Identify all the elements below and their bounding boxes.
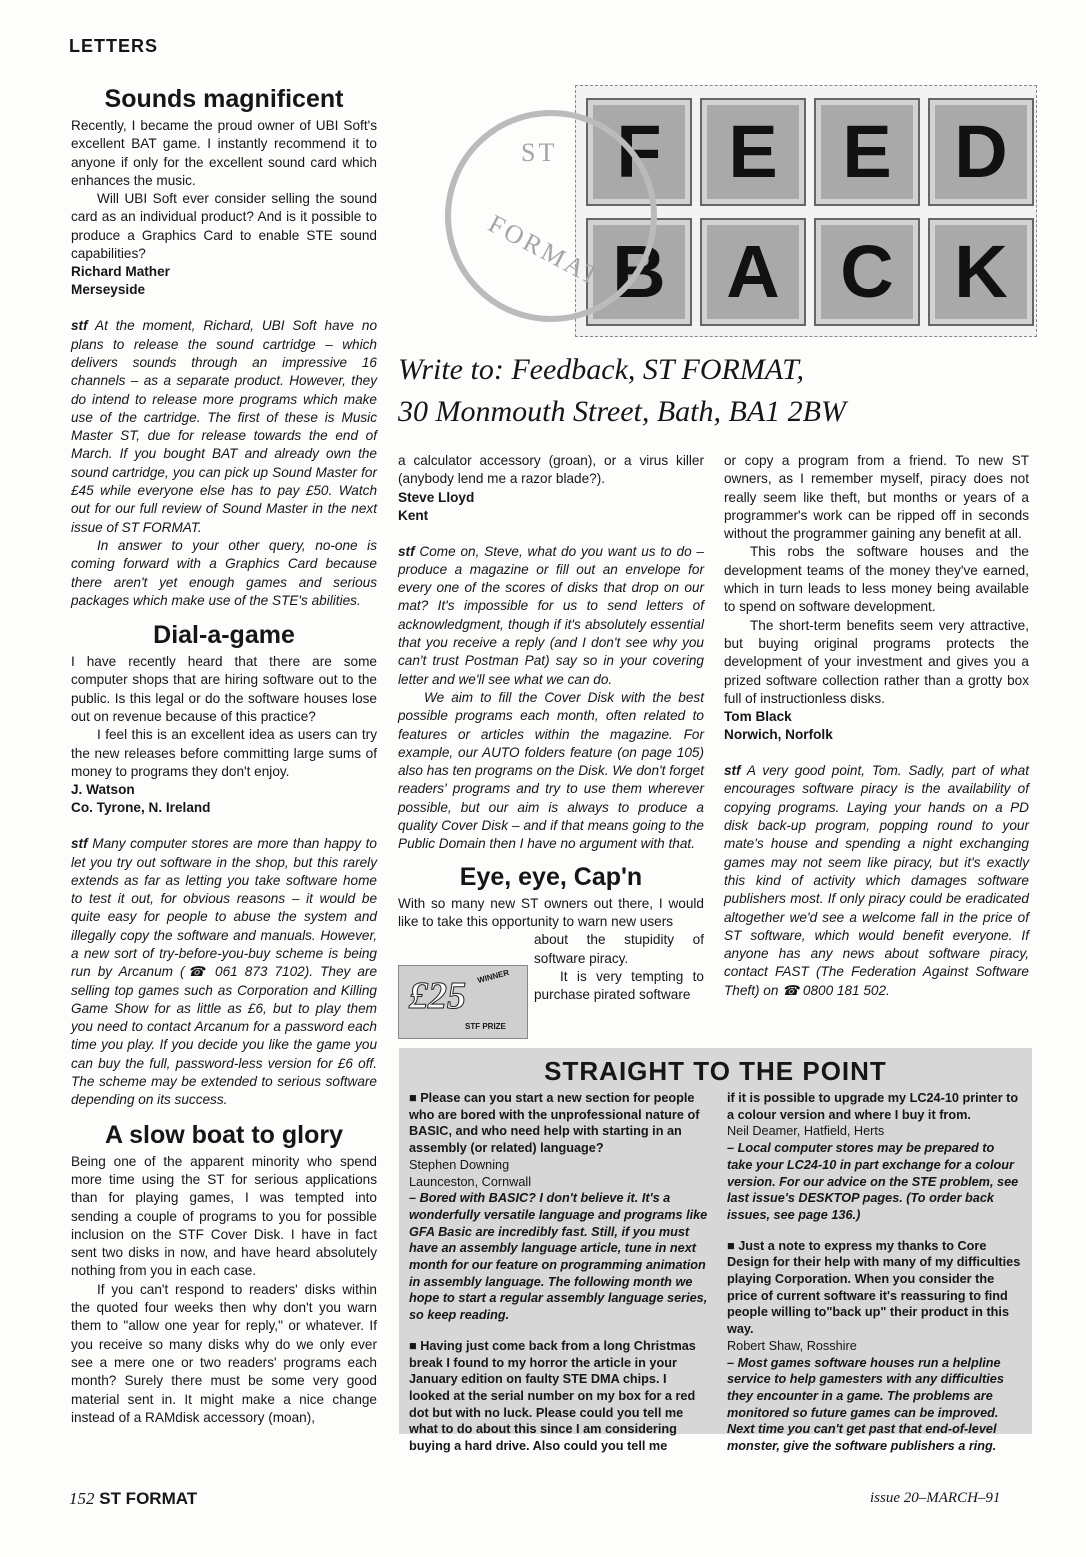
signature-place: Co. Tyrone, N. Ireland xyxy=(71,800,211,816)
letter-body: I feel this is an excellent idea as users can try the new releases before committing large sums of money to programs they don't enjoy. xyxy=(71,727,377,779)
signature-name: J. Watson xyxy=(71,782,135,798)
banner-letter: D xyxy=(954,110,1008,193)
letter-body: a calculator accessory (groan), or a virus killer (anybody lend me a razor blade?). xyxy=(398,453,704,487)
postmark-stamp xyxy=(445,110,657,322)
write-to-address xyxy=(398,349,1038,433)
signature-place: Kent xyxy=(398,507,429,523)
reply-text: A very good point, Tom. Sadly, part of what encourages software piracy is the availability of copying programs. Laying your hands on a PD disk back-up program, popping round to your mate's house and spending a night exchanging games may not seem like piracy, but it's exactly this kind of activity which damages software publishers most. If only piracy could be eradicated altogether we'd see a welcome fall in the price of ST software, which would benefit everyone. If anyone has any news about software piracy, contact FAST (The Federation Against Software Theft) on ☎ 0800 181 502. xyxy=(724,763,1029,998)
prize-badge xyxy=(398,965,528,1039)
prize-label-bottom: STF PRIZE xyxy=(465,1022,506,1031)
reader-query: if it is possible to upgrade my LC24-10 printer to a colour version and where I buy it from. xyxy=(727,1091,1019,1122)
signature-name: Tom Black xyxy=(724,709,792,725)
query-name: Robert Shaw, Rosshire xyxy=(727,1338,857,1353)
banner-tile xyxy=(814,218,920,326)
stf-tag: stf xyxy=(71,836,88,852)
letter-body: Will UBI Soft ever consider selling the sound card as an individual product? And is it possible to produce a Graphics Card to enable STE sound capabilities? xyxy=(71,191,377,262)
write-to-line2: 30 Monmouth Street, Bath, BA1 2BW xyxy=(398,395,846,428)
write-to-line1: Write to: Feedback, ST FORMAT, xyxy=(398,353,805,386)
prize-label-top: WINNER xyxy=(476,967,511,986)
postmark-text-bottom: FORMAT xyxy=(483,208,607,293)
section-label: LETTERS xyxy=(69,36,159,56)
letter-body: Being one of the apparent minority who spend more time using the ST for serious applications than for playing games, I was tempted into sending a couple of programs to you for possible inclusion on the STF Cover Disk. I have in fact sent two disks in now, and have heard absolutely nothing from you in each case. xyxy=(71,1153,377,1279)
reply-text: Many computer stores are more than happy to let you try out software in the shop, but this rarely extends as far as letting you take software home to test it out, for obvious reasons – it would be quite easy for people to abuse the system and illegally copy the software and manuals. However, a new sort of try-before-you-buy scheme is being run by Arcanum (☎ 061 873 7102). They are selling top games such as Corporation and Killing Game Show for as little as £6, but to play them you need to contact Arcanum for a password each time you play. If you decide you like the game you can buy the full, password-less version for £6 off. The scheme may be extended to serious software depending on its success. xyxy=(71,836,377,1108)
editor-reply xyxy=(724,762,1029,1000)
query-place: Launceston, Cornwall xyxy=(409,1174,532,1189)
letter-heading: Eye, eye, Cap'n xyxy=(459,862,643,891)
editor-reply xyxy=(398,543,704,689)
editor-answer: – Local computer stores may be prepared to take your LC24-10 in part exchange for a colour version. For our advice on the STE problem, see last issue's DESKTOP pages. (To order back issues, see page 136.) xyxy=(727,1141,1019,1222)
editor-reply: In answer to your other query, no-one is coming forward with a Graphics Card because there aren't yet enough games and serious packages which make use of the STE's abilities. xyxy=(71,537,377,608)
box-title: STRAIGHT TO THE POINT xyxy=(544,1056,887,1086)
signature-name: Steve Lloyd xyxy=(398,489,475,505)
box-column-left xyxy=(409,1090,709,1455)
letter-body: It is very tempting to purchase pirated software xyxy=(534,968,704,1003)
letter-signature xyxy=(398,489,704,525)
reply-text: At the moment, Richard, UBI Soft have no plans to release the sound cartridge – which delivers sounds through an impressive 16 channels – as a separate product. However, they do intend to release more programs which make use of the cartridge. The first of these is Music Master ST, due for release towards the end of March. If you bought BAT and already own the sound cartridge, you can pick up Sound Master for £45 while everyone else has to pay £50. Watch out for our full review of Sound Master in the next issue of ST FORMAT. xyxy=(71,318,377,535)
column-middle xyxy=(398,452,704,1004)
banner-letter: E xyxy=(842,110,892,193)
signature-name: Richard Mather xyxy=(71,264,170,280)
editor-answer: – Most games software houses run a helpline service to help gamesters with any difficulties they encounter in a game. The problems are monitored so future games can be improved. Next time you can't get past that end-of-level monster, give the software publishers a ring. xyxy=(727,1355,1004,1454)
editor-reply xyxy=(71,835,377,1109)
reader-query: ■ Having just come back from a long Christmas break I found to my horror the article in your January edition on faulty STE DMA chips. I looked at the serial number on my box for a red dot but with no luck. Please could you tell me what to do about this since I am considering buying a hard drive. Also could you tell me xyxy=(409,1338,696,1454)
column-left xyxy=(71,80,377,1427)
issue-info: issue 20–MARCH–91 xyxy=(870,1490,1001,1506)
banner-letter: K xyxy=(954,230,1008,313)
editor-answer: – Bored with BASIC? I don't believe it. It's a wonderfully versatile language and programs like GFA Basic are incredibly fast. Still, if you must have an assembly language article, tune in next month for our feature on programming animation in assembly language. The following month we hope to start a regular assembly language series, so keep reading. xyxy=(409,1191,708,1323)
straight-to-the-point-box xyxy=(399,1048,1032,1454)
letter-body: or copy a program from a friend. To new ST owners, as I remember myself, piracy does not really seem like theft, but months or years of a programmer's work can be ripped off in seconds without the programmer gaining any benefit at all. xyxy=(724,453,1029,542)
banner-letter: C xyxy=(840,230,894,313)
editor-reply: We aim to fill the Cover Disk with the best possible programs each month, often related to features or articles within the magazine. For example, our AUTO folders feature (on page 105) also has ten programs on the Disk. We don't forget readers' programs and try to use them wherever possible, but our aim is always to produce a quality Cover Disk – and if that means going to the Public Domain then I have no argument with that. xyxy=(398,689,704,852)
letter-heading: A slow boat to glory xyxy=(105,1120,343,1149)
stf-tag: stf xyxy=(724,763,741,779)
reader-query: ■ Please can you start a new section for people who are bored with the unprofessional nature of BASIC, and who need help with starting in an assembly (or related) language? xyxy=(409,1091,700,1156)
editor-reply xyxy=(71,317,377,537)
query-name: Neil Deamer, Hatfield, Herts xyxy=(727,1124,885,1139)
query-name: Stephen Downing xyxy=(409,1157,510,1172)
letter-body: If you can't respond to readers' disks within the quoted four weeks then why don't you warn them to "allow one year for reply," or whatever. If you receive so many disks why do we only ever see a mere one or two readers' programs each month? Surely there must be some very good material sent in. It might make a nice change instead of a RAMdisk accessory (moan), xyxy=(71,1281,377,1425)
box-column-right xyxy=(727,1090,1023,1455)
letter-heading: Dial-a-game xyxy=(153,621,295,650)
banner-letter: B xyxy=(612,230,666,313)
footer-left xyxy=(69,1489,197,1509)
letter-body: about the stupidity of software piracy. xyxy=(534,932,704,966)
postmark-text-top: ST xyxy=(521,138,558,167)
banner-letter: E xyxy=(728,110,778,193)
magazine-name: ST FORMAT xyxy=(99,1489,198,1508)
letter-body: Recently, I became the proud owner of UBI Soft's excellent BAT game. I instantly recommend it to anyone if only for the excellent sound card which enhances the music. xyxy=(71,118,377,188)
banner-letter: A xyxy=(726,230,780,313)
letter-signature xyxy=(724,708,1029,744)
banner-tile xyxy=(928,98,1034,206)
reader-query: ■ Just a note to express my thanks to Core Design for their help with many of my difficulties playing Corporation. When you consider the price of current software it's reassuring to find people willing to"back up" their product in this way. xyxy=(727,1238,1021,1337)
letter-body: I have recently heard that there are some computer shops that are hiring software out to the public. Is this legal or do the software houses lose out on revenue because of this practice? xyxy=(71,654,377,725)
reply-text: Come on, Steve, what do you want us to do – produce a magazine or fill out an envelope for every one of the scores of disks that drop on our mat? It's impossible for us to send letters of acknowledgment, though if it's absolutely essential that you receive a reply (and I don't see why you can't trust Postman Pat) say so in your covering letter and we'll see what we can do. xyxy=(398,543,704,687)
banner-tile xyxy=(700,98,806,206)
banner-tile xyxy=(814,98,920,206)
letter-signature xyxy=(71,781,377,817)
signature-place: Merseyside xyxy=(71,282,146,298)
letter-heading: Sounds magnificent xyxy=(104,85,344,113)
signature-place: Norwich, Norfolk xyxy=(724,727,833,743)
stf-tag: stf xyxy=(398,543,415,559)
column-right xyxy=(724,452,1029,1000)
banner-letter: F xyxy=(616,110,662,193)
letter-body: With so many new ST owners out there, I would like to take this opportunity to warn new users xyxy=(398,895,704,929)
stf-tag: stf xyxy=(71,318,88,334)
letter-body: The short-term benefits seem very attractive, but buying original programs protects the development of your investment and gives you a prized software collection rather than a grotty box full of instructionless disks. xyxy=(724,617,1029,706)
letter-body: This robs the software houses and the development teams of the money they've earned, which in turn leads to less money being available to spend on software development. xyxy=(724,544,1029,615)
letter-signature xyxy=(71,263,377,299)
banner-tile xyxy=(700,218,806,326)
prize-amount: £25 xyxy=(409,975,466,1017)
banner-tile xyxy=(928,218,1034,326)
page-number: 152 xyxy=(69,1489,95,1508)
